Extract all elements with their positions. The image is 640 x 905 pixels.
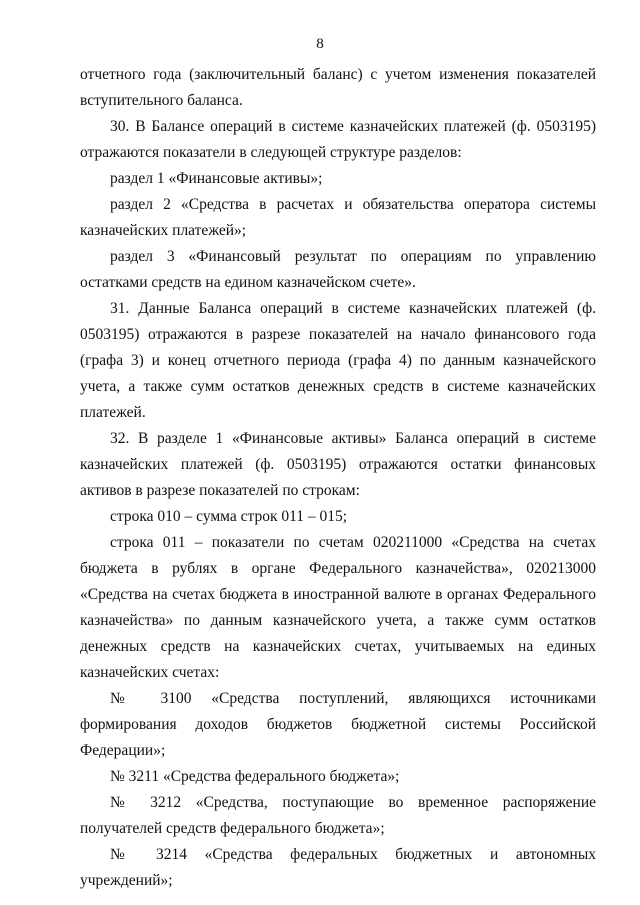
list-item-account-3100: № 3100 «Средства поступлений, являющихся источниками формирования доходов бюджетов бюджетной системы Российской Федерации»; <box>80 690 596 759</box>
list-item-section-2: раздел 2 «Средства в расчетах и обязательства оператора системы казначейских платежей»; <box>80 196 596 239</box>
list-item-account-3211: № 3211 «Средства федерального бюджета»; <box>110 768 400 785</box>
list-item-section-3: раздел 3 «Финансовый результат по операциям по управлению остатками средств на едином казначейском счете». <box>80 248 596 291</box>
paragraph-31: 31. Данные Баланса операций в системе казначейских платежей (ф. 0503195) отражаются в разрезе показателей на начало финансового года (графа 3) и конец отчетного периода (графа 4) по данным казначейского учета, а также сумм остатков денежных средств в системе казначейских платежей. <box>80 300 596 421</box>
paragraph-30: 30. В Балансе операций в системе казначейских платежей (ф. 0503195) отражаются показатели в следующей структуре разделов: <box>80 118 596 161</box>
document-body <box>80 62 596 894</box>
list-item-row-011: строка 011 – показатели по счетам 020211000 «Средства на счетах бюджета в рублях в органе Федерального казначейства», 020213000 «Средства на счетах бюджета в иностранной валюте в органах Федерального казначейства» по данным казначейского учета, а также сумм остатков денежных средств на казначейских счетах, учитываемых на единых казначейских счетах: <box>80 534 596 681</box>
page-number: 8 <box>316 36 324 52</box>
list-item-account-3212: № 3212 «Средства, поступающие во временное распоряжение получателей средств федерального бюджета»; <box>80 794 596 837</box>
list-item-account-3214: № 3214 «Средства федеральных бюджетных и автономных учреждений»; <box>80 846 596 889</box>
list-item-section-1: раздел 1 «Финансовые активы»; <box>110 170 323 187</box>
paragraph-continuation: отчетного года (заключительный баланс) с учетом изменения показателей вступительного баланса. <box>80 66 596 109</box>
list-item-row-010: строка 010 – сумма строк 011 – 015; <box>110 508 348 525</box>
paragraph-32: 32. В разделе 1 «Финансовые активы» Баланса операций в системе казначейских платежей (ф. 0503195) отражаются остатки финансовых активов в разрезе показателей по строкам: <box>80 430 596 499</box>
